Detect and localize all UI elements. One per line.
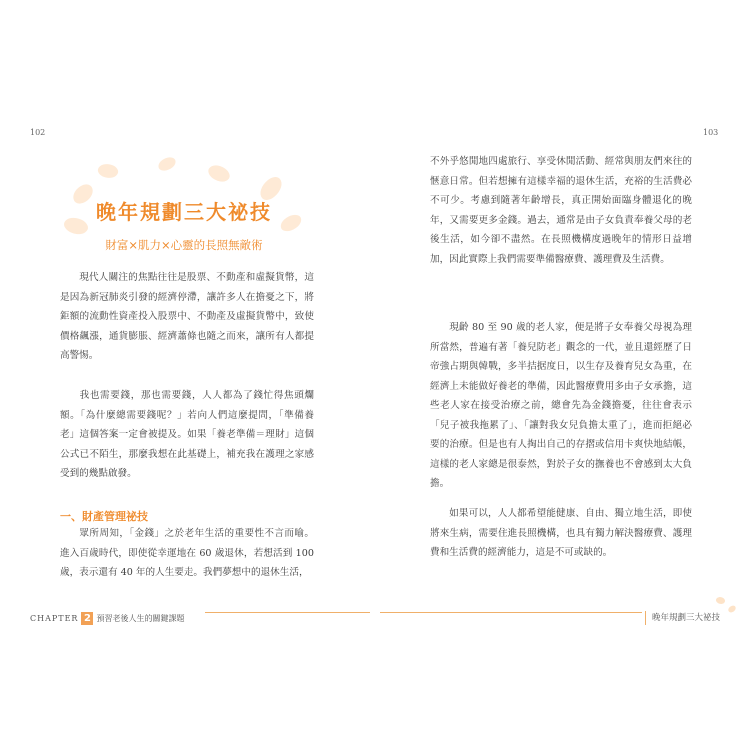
petal-decoration xyxy=(727,605,737,613)
right-paragraph-3 xyxy=(430,504,692,563)
chapter-title: 預習老後人生的關鍵課題 xyxy=(96,614,185,623)
running-header-right: 晚年規劃三大祕技 xyxy=(645,611,720,625)
page-number-right: 103 xyxy=(703,128,719,137)
section-heading: 一、財產管理祕技 xyxy=(60,510,148,523)
left-paragraph-3 xyxy=(60,524,314,583)
page-number-left: 102 xyxy=(30,128,46,137)
left-paragraph-2 xyxy=(60,386,314,484)
right-paragraph-3-text: 如果可以，人人都希望能健康、自由、獨立地生活，即使將來生病，需要住進長照機構，也具有獨力解決醫療費、護理費和生活費的經濟能力，這是不可或缺的。 xyxy=(430,508,692,558)
title-block xyxy=(58,158,310,258)
chapter-label: CHAPTER xyxy=(30,614,79,623)
right-paragraph-1-text: 不外乎悠閒地四處旅行、享受休閒活動、經常與朋友們來往的愜意日常。但若想擁有這樣幸福的退休生活，充裕的生活費必不可少。考慮到隨著年齡增長，真正開始面臨身體退化的晚年，又需要更多金錢。過去，通常是由子女負責奉養父母的老後生活，如今卻不盡然。在長照機構度過晚年的情形日益增加，因此實際上我們需要準備醫療費、護理費及生活費。 xyxy=(430,156,692,265)
main-title: 晚年規劃三大祕技 xyxy=(96,200,272,224)
petal-decoration xyxy=(157,156,177,172)
left-paragraph-1 xyxy=(60,268,314,366)
petal-decoration xyxy=(206,161,233,186)
left-paragraph-3-text: 眾所周知，「金錢」之於老年生活的重要性不言而喻。進入百歲時代，即使從幸運地在 60 歲退休，若想活到 100 歲，表示還有 40 年的人生要走。我們夢想中的退休生活， xyxy=(60,528,314,578)
petal-decoration xyxy=(96,161,120,181)
right-paragraph-2 xyxy=(430,318,692,494)
footer-chapter xyxy=(30,612,184,625)
right-paragraph-1 xyxy=(430,152,692,269)
footer-rule-right xyxy=(380,612,642,613)
chapter-number-badge: 2 xyxy=(81,612,93,625)
petal-decoration xyxy=(715,595,726,606)
left-paragraph-1-text: 現代人關注的焦點往往是股票、不動產和虛擬貨幣，這是因為新冠肺炎引發的經濟停滯，讓許多人在擔憂之下，將鉅額的流動性資產投入股票中、不動產及虛擬貨幣中，致使價格飆漲，通貨膨脹、經濟蕭條也隨之而來，讓所有人都提高警惕。 xyxy=(60,272,314,361)
left-paragraph-2-text: 我也需要錢，那也需要錢，人人都為了錢忙得焦頭爛額。「為什麼總需要錢呢？」若向人們這麼提問，「準備養老」這個答案一定會被提及。如果「養老準備＝理財」這個公式已不陌生，那麼我想在此基礎上，補充我在護理之家感受到的幾點啟發。 xyxy=(60,390,314,479)
subtitle: 財富×肌力×心靈的長照無敵術 xyxy=(105,238,263,252)
footer-rule-left xyxy=(205,612,370,613)
right-paragraph-2-text: 現齡 80 至 90 歲的老人家，便是將子女奉養父母視為理所當然，普遍有著「養兒防老」觀念的一代，並且還經歷了日帝強占期與韓戰，多半拮据度日，以生存及養育兒女為重，在經濟上未能做好養老的準備，因此醫療費用多由子女承擔，這些老人家在接受治療之前，總會先為金錢擔憂，往往會表示「兒子被我拖累了」、「讓對我女兒負擔太重了」，進而拒絕必要的治療。但是也有人掏出自己的存摺或信用卡爽快地結帳，這樣的老人家總是很泰然，對於子女的撫養也不會感到太大負擔。 xyxy=(430,322,692,489)
